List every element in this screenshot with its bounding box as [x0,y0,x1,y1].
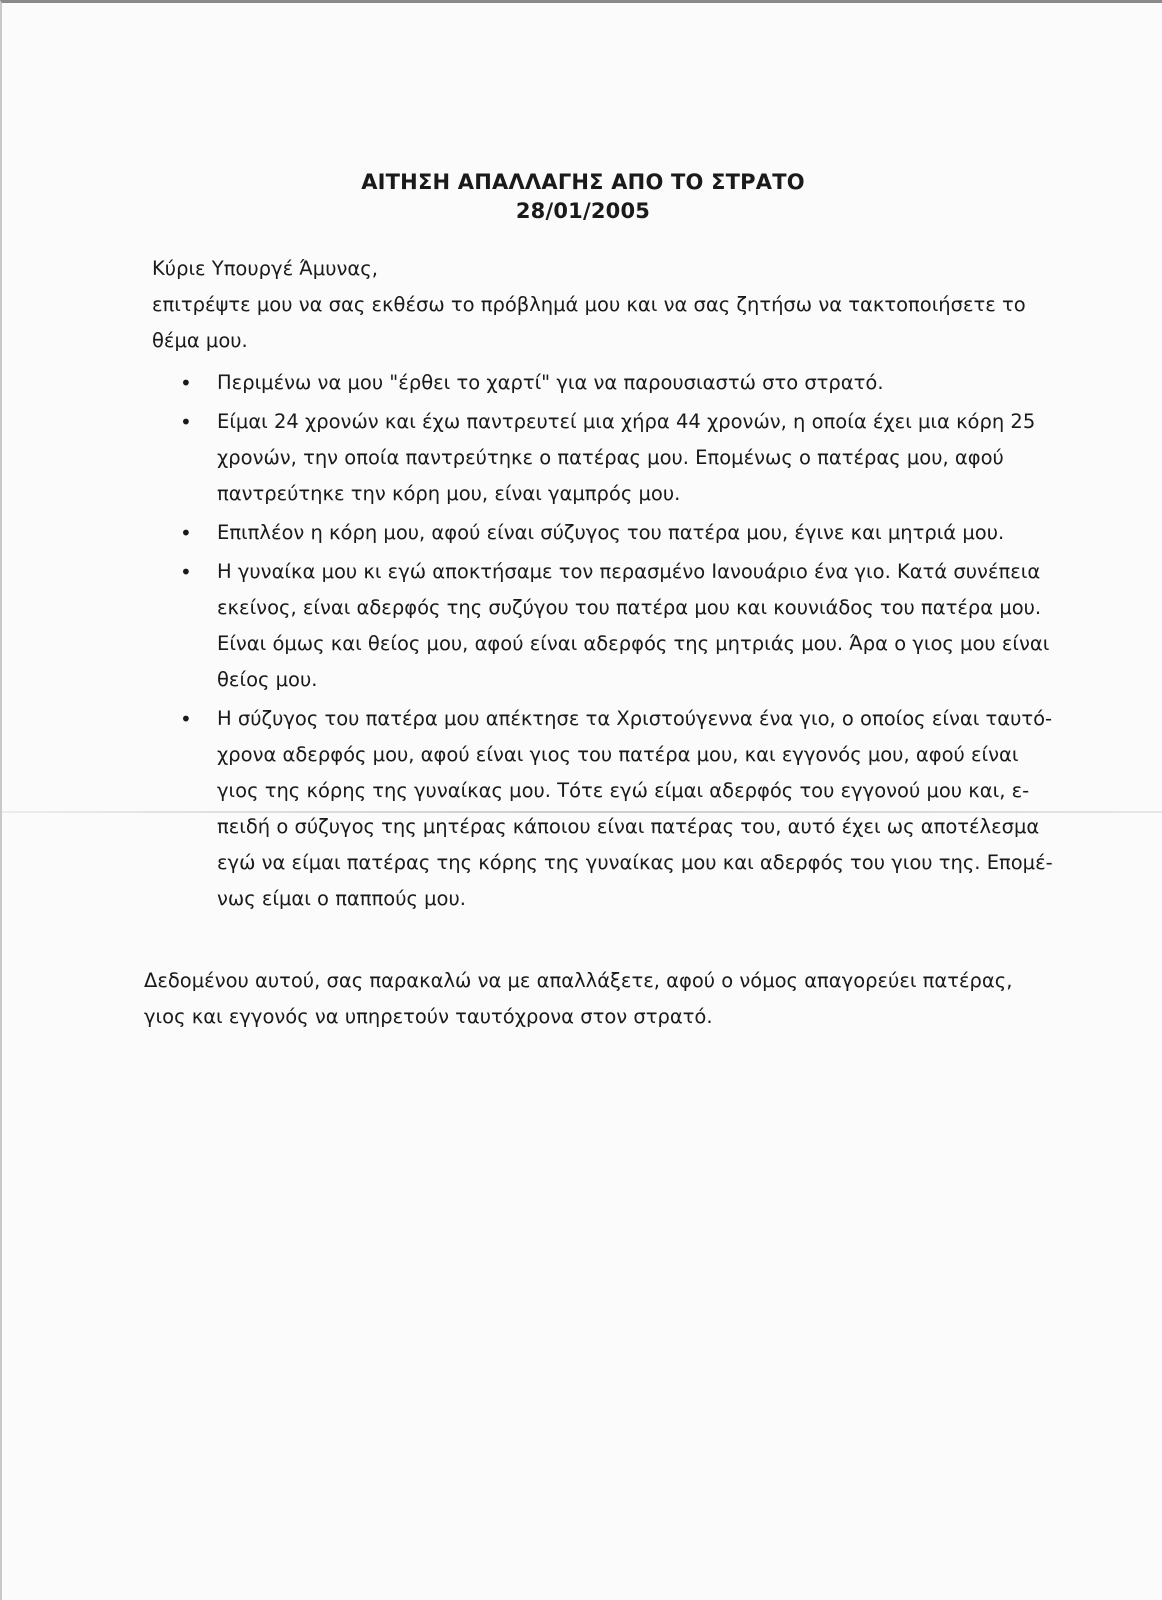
list-item [180,365,1057,401]
bullet-icon: • [180,521,192,545]
document-date: 28/01/2005 [515,199,651,223]
document-title: ΑΙΤΗΣΗ ΑΠΑΛΛΑΓΗΣ ΑΠΟ ΤΟ ΣΤΡΑΤΟ [361,170,805,194]
list-item [180,404,1057,512]
list-item [180,701,1057,917]
list-item-text: Επιπλέον η κόρη μου, αφού είναι σύζυγος του πατέρα μου, έγινε και μητριά μου. [217,521,1005,544]
bullet-icon: • [180,560,192,584]
list-item [180,515,1057,551]
salutation: Κύριε Υπουργέ Άμυνας, [152,257,378,280]
list-item-text: Είμαι 24 χρονών και έχω παντρευτεί μια χήρα 44 χρονών, η οποία έχει μια κόρη 25 χρονών, την οποία παντρεύτηκε ο πατέρας μου. Επομένως ο πατέρας μου, αφού παντρεύτηκε την κόρη μου, είναι γαμπρός μου. [217,410,1036,505]
intro-paragraph: επιτρέψτε μου να σας εκθέσω το πρόβλημά μου και να σας ζητήσω να τακτοποιήσετε το θέμα μου. [152,293,1026,352]
list-item-text: Η γυναίκα μου κι εγώ αποκτήσαμε τον περασμένο Ιανουάριο ένα γιο. Κατά συνέπεια εκείνος, είναι αδερφός της συζύγου του πατέρα μου και κουνιάδος του πατέρα μου. Είναι όμως και θείος μου, αφού είναι αδερφός της μητριάς μου. Άρα ο γιος μου είναι θείος μου. [217,560,1050,691]
list-item-text: Περιμένω να μου "έρθει το χαρτί" για να παρουσιαστώ στο στρατό. [217,371,884,394]
document-heading [2,168,1162,226]
bullet-icon: • [180,707,192,731]
letter-body [144,251,1057,1035]
bullet-list [152,365,1057,917]
list-item-text: Η σύζυγος του πατέρα μου απέκτησε τα Χριστούγεννα ένα γιο, ο οποίος είναι ταυτό- χρονα αδερφός μου, αφού είναι γιος του πατέρα μου, και εγγονός μου, αφού είναι γιος της κόρης της γυναίκας μου. Τότε εγώ είμαι αδερφός του εγγονού μου και, ε- πειδή ο σύζυγος της μητέρας κάποιου είναι πατέρας του, αυτό έχει ως αποτέλεσμα εγώ να είμαι πατέρας της κόρης της γυναίκας μου και αδερφός του γιου της. Επομέ- νως είμαι ο παππούς μου. [217,707,1053,910]
closing-paragraph: Δεδομένου αυτού, σας παρακαλώ να με απαλλάξετε, αφού ο νόμος απαγορεύει πατέρας, γιος και εγγονός να υπηρετούν ταυτόχρονα στον στρατό. [144,969,1013,1028]
bullet-icon: • [180,410,192,434]
bullet-icon: • [180,371,192,395]
list-item [180,554,1057,698]
